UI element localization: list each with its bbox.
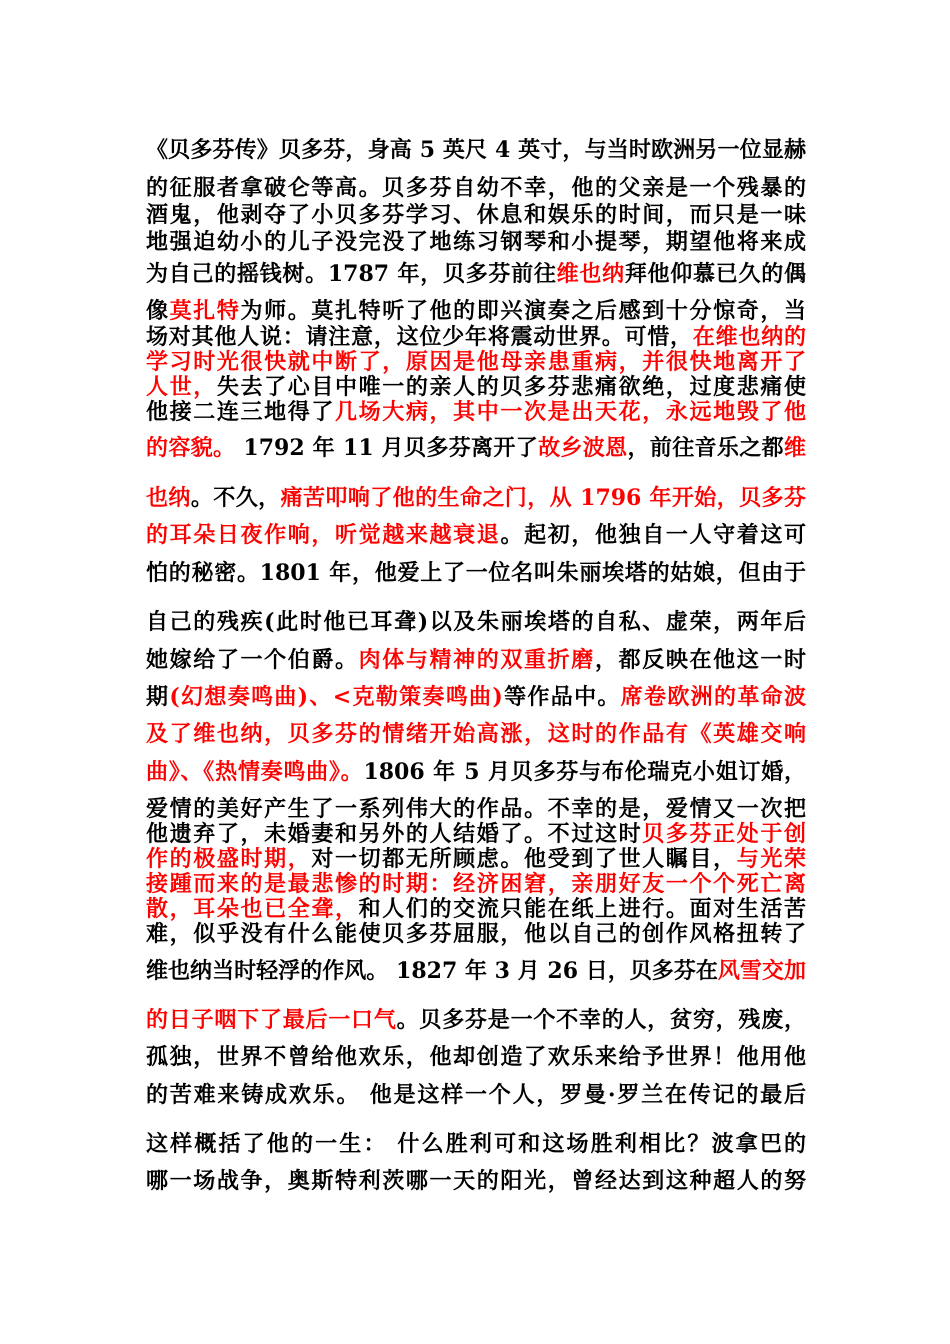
highlighted-text: 几场大病，其中一次是出天花，永远地毁了他 xyxy=(335,399,806,425)
highlighted-text: 的日子咽下了最后一口气 xyxy=(146,1007,397,1033)
text-line xyxy=(146,260,806,288)
text-line xyxy=(146,398,806,426)
body-text: 1792 年 11 月贝多芬离开了 xyxy=(235,435,539,461)
highlighted-text: 人世， xyxy=(146,374,217,400)
body-text: 。不久， xyxy=(190,485,281,511)
highlighted-text: 散，耳朵也已全聋， xyxy=(146,896,359,922)
highlighted-text: 席卷欧洲的革命波 xyxy=(620,684,806,710)
text-line xyxy=(146,795,806,823)
text-line xyxy=(146,820,806,848)
text-line xyxy=(146,228,806,256)
body-text: 场对其他人说：请注意，这位少年将震动世界。可惜， xyxy=(146,324,693,350)
body-text: 像 xyxy=(146,298,170,324)
text-line xyxy=(146,434,806,462)
body-text: 的苦难来铸成欢乐。 他是这样一个人，罗曼·罗兰在传记的最后 xyxy=(146,1082,806,1108)
highlighted-text: 与光荣 xyxy=(736,846,806,872)
body-text: 期 xyxy=(146,684,170,710)
body-text: 的征服者拿破仑等高。贝多芬自幼不幸，他的父亲是一个残暴的 xyxy=(146,175,806,201)
text-line xyxy=(146,1043,806,1071)
body-text: 维也纳当时轻浮的作风。 1827 年 3 月 26 日，贝多芬在 xyxy=(146,958,718,984)
text-line xyxy=(146,521,806,549)
text-line xyxy=(146,559,806,587)
highlighted-text: 学习时光很快就中断了，原因是他母亲患重病，并很快地离开了 xyxy=(146,349,806,375)
body-text: 等作品中。 xyxy=(502,684,621,710)
highlighted-text: 莫扎特 xyxy=(169,298,241,324)
text-line xyxy=(146,608,806,636)
body-text: 为自己的摇钱树。1787 年，贝多芬前往 xyxy=(146,261,557,287)
highlighted-text: 的耳朵日夜作响，听觉越来越衰退 xyxy=(146,522,501,548)
text-line xyxy=(146,895,806,923)
highlighted-text: 贝多芬正处于创 xyxy=(642,821,806,847)
highlighted-text: 痛苦叩响了他的生命之门，从 1796 年开始，贝多芬 xyxy=(280,485,806,511)
text-line xyxy=(146,174,806,202)
text-line xyxy=(146,646,806,674)
body-text: ，前往音乐之都 xyxy=(627,435,784,461)
text-line xyxy=(146,201,806,229)
highlighted-text: 的容貌。 xyxy=(146,435,236,461)
text-line xyxy=(146,348,806,376)
body-text: 他遗弃了，未婚妻和另外的人结婚了。不过这时 xyxy=(146,821,643,847)
body-text: 自己的残疾(此时他已耳聋)以及朱丽埃塔的自私、虚荣，两年后 xyxy=(146,609,806,635)
highlighted-text: (幻想奏鸣曲)、<克勒策奏鸣曲) xyxy=(169,684,503,710)
body-text: 《贝多芬传》贝多芬，身高 5 英尺 4 英寸，与当时欧洲另一位显赫 xyxy=(146,137,806,163)
body-text: 对一切都无所顾虑。他受到了世人瞩目， xyxy=(311,846,737,872)
text-line xyxy=(146,297,806,325)
body-text: 哪一场战争，奥斯特利茨哪一天的阳光，曾经达到这种超人的努 xyxy=(146,1168,806,1194)
body-text: ，都反映在他这一时 xyxy=(594,647,806,673)
body-text: 。起初，他独自一人守着这可 xyxy=(500,522,806,548)
body-text: 爱情的美好产生了一系列伟大的作品。不幸的是，爱情又一次把 xyxy=(146,796,806,822)
highlighted-text: 在维也纳的 xyxy=(692,324,806,350)
body-text: 孤独，世界不曾给他欢乐，他却创造了欢乐来给予世界！他用他 xyxy=(146,1044,806,1070)
text-line xyxy=(146,683,806,711)
body-text: 。贝多芬是一个不幸的人，贫穷，残废， xyxy=(396,1007,806,1033)
body-text: 失去了心目中唯一的亲人的贝多芬悲痛欲绝，过度悲痛使 xyxy=(216,374,806,400)
text-line xyxy=(146,720,806,748)
highlighted-text: 接踵而来的是最悲惨的时期：经济困窘，亲朋好友一个个死亡离 xyxy=(146,871,806,897)
text-line xyxy=(146,1081,806,1109)
text-line xyxy=(146,136,806,164)
text-line xyxy=(146,758,806,786)
body-text: 为师。莫扎特听了他的即兴演奏之后感到十分惊奇，当 xyxy=(240,298,806,324)
text-line xyxy=(146,1167,806,1195)
highlighted-text: 维也纳 xyxy=(556,261,625,287)
highlighted-text: 肉体与精神的双重折磨 xyxy=(358,647,595,673)
text-line xyxy=(146,920,806,948)
text-line xyxy=(146,870,806,898)
body-text: 她嫁给了一个伯爵。 xyxy=(146,647,359,673)
body-text: 他接二连三地得了 xyxy=(146,399,336,425)
body-text: 和人们的交流只能在纸上进行。面对生活苦 xyxy=(358,896,806,922)
highlighted-text: 作的极盛时期， xyxy=(146,846,312,872)
highlighted-text: 风雪交加 xyxy=(717,958,806,984)
body-text: 拜他仰慕已久的偶 xyxy=(624,261,806,287)
highlighted-text: 及了维也纳，贝多芬的情绪开始高涨，这时的作品有《英雄交响 xyxy=(146,721,806,747)
highlighted-text: 故乡波恩 xyxy=(538,435,628,461)
highlighted-text: 也纳 xyxy=(146,485,191,511)
body-text: 这样概括了他的一生： 什么胜利可和这场胜利相比？波拿巴的 xyxy=(146,1131,806,1157)
text-line xyxy=(146,1006,806,1034)
text-line xyxy=(146,484,806,512)
body-text: 酒鬼，他剥夺了小贝多芬学习、休息和娱乐的时间，而只是一味 xyxy=(146,202,806,228)
body-text: 难，似乎没有什么能使贝多芬屈服，他以自己的创作风格扭转了 xyxy=(146,921,806,947)
text-line xyxy=(146,957,806,985)
highlighted-text: 维 xyxy=(783,435,806,461)
text-line xyxy=(146,1130,806,1158)
highlighted-text: 曲》、《热情奏鸣曲》。 xyxy=(146,759,364,785)
text-line xyxy=(146,373,806,401)
body-text: 1806 年 5 月贝多芬与布伦瑞克小姐订婚， xyxy=(363,759,806,785)
text-line xyxy=(146,323,806,351)
body-text: 怕的秘密。1801 年，他爱上了一位名叫朱丽埃塔的姑娘，但由于 xyxy=(146,560,806,586)
body-text: 地强迫幼小的儿子没完没了地练习钢琴和小提琴，期望他将来成 xyxy=(146,229,806,255)
text-line xyxy=(146,845,806,873)
